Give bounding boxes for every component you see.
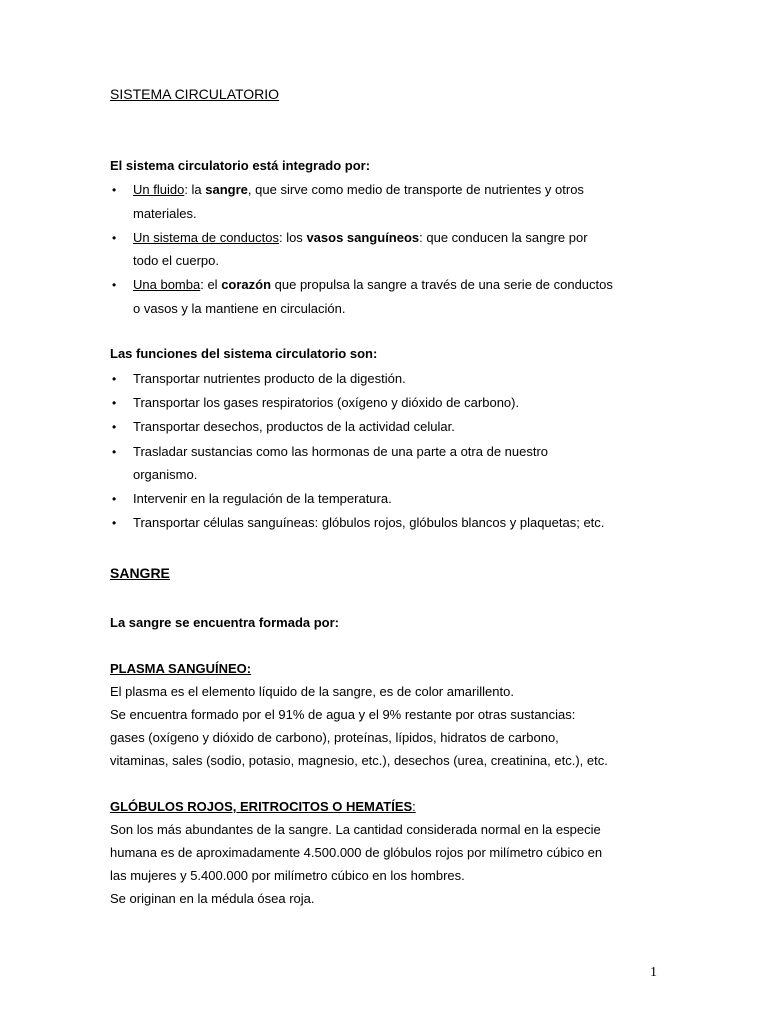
bullet-icon: • [112,278,117,292]
plasma-heading: PLASMA SANGUÍNEO: [110,661,252,676]
function-item: Transportar desechos, productos de la actividad celular. [133,419,455,434]
bullet-icon: • [112,372,117,386]
function-item: Transportar nutrientes producto de la digestión. [133,371,406,386]
globulos-heading-line [110,799,416,814]
sangre-subheading: La sangre se encuentra formada por: [110,615,340,630]
plasma-line: El plasma es el elemento líquido de la sangre, es de color amarillento. [110,684,514,699]
intro-item-continuation: o vasos y la mantiene en circulación. [133,301,346,316]
intro-item-label: Un fluido [133,182,185,197]
intro-item-text: que propulsa la sangre a través de una serie de conductos [271,277,613,292]
intro-item-fluido [133,182,584,197]
sangre-heading: SANGRE [110,565,170,581]
bullet-icon: • [112,396,117,410]
functions-heading: Las funciones del sistema circulatorio son: [110,346,378,361]
intro-item-continuation: materiales. [133,206,197,221]
plasma-line: gases (oxígeno y dióxido de carbono), proteínas, lípidos, hidratos de carbono, [110,730,559,745]
bullet-icon: • [112,231,117,245]
intro-item-text: , que sirve como medio de transporte de nutrientes y otros [247,182,584,197]
intro-heading: El sistema circulatorio está integrado por: [110,158,371,173]
bullet-icon: • [112,183,117,197]
globulos-line: Son los más abundantes de la sangre. La cantidad considerada normal en la especie [110,822,601,837]
page-number: 1 [650,965,657,980]
intro-item-bold: corazón [221,277,272,292]
intro-item-conductos [133,230,588,245]
globulos-line: las mujeres y 5.400.000 por milímetro cúbico en los hombres. [110,868,465,883]
function-item: Trasladar sustancias como las hormonas de una parte a otra de nuestro [133,444,549,459]
bullet-icon: • [112,492,117,506]
intro-item-label: Una bomba [133,277,201,292]
document-title: SISTEMA CIRCULATORIO [110,86,280,102]
intro-item-label: Un sistema de conductos [133,230,279,245]
intro-item-text: : la [184,182,206,197]
bullet-icon: • [112,420,117,434]
intro-item-bold: sangre [205,182,248,197]
globulos-line: Se originan en la médula ósea roja. [110,891,315,906]
intro-item-bold: vasos sanguíneos [306,230,420,245]
bullet-icon: • [112,445,117,459]
function-item-continuation: organismo. [133,467,198,482]
bullet-icon: • [112,516,117,530]
globulos-heading-colon: : [412,799,416,814]
function-item: Transportar células sanguíneas: glóbulos rojos, glóbulos blancos y plaquetas; etc. [133,515,605,530]
plasma-line: vitaminas, sales (sodio, potasio, magnesio, etc.), desechos (urea, creatinina, etc.), etc. [110,753,608,768]
intro-item-text: : que conducen la sangre por [419,230,588,245]
intro-item-continuation: todo el cuerpo. [133,253,220,268]
intro-item-bomba [133,277,613,292]
intro-item-text: : los [278,230,307,245]
globulos-heading: GLÓBULOS ROJOS, ERITROCITOS O HEMATÍES [110,799,413,814]
function-item: Transportar los gases respiratorios (oxígeno y dióxido de carbono). [133,395,520,410]
globulos-line: humana es de aproximadamente 4.500.000 de glóbulos rojos por milímetro cúbico en [110,845,603,860]
plasma-line: Se encuentra formado por el 91% de agua y el 9% restante por otras sustancias: [110,707,576,722]
function-item: Intervenir en la regulación de la temperatura. [133,491,392,506]
intro-item-text: : el [200,277,222,292]
